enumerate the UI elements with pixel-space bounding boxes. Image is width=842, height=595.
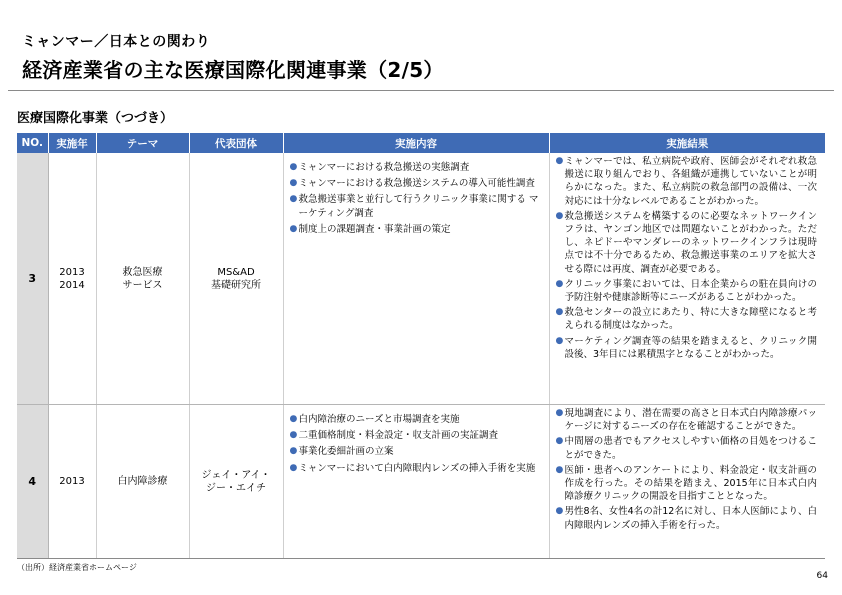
list-item	[290, 445, 546, 458]
list-item-text: 事業化委細計画の立案	[298, 446, 394, 458]
list-item	[290, 429, 546, 442]
bullet-icon: ●	[289, 162, 298, 172]
year-line: 2014	[59, 279, 85, 291]
list-item	[290, 462, 546, 475]
list-item	[556, 464, 818, 504]
list-item-text: 男性8名、女性4名の計12名に対し、日本人医師により、白内障眼内レンズの挿入手術を行った。	[564, 506, 817, 531]
theme-cell	[96, 405, 189, 559]
list-item	[556, 435, 818, 461]
projects-table	[17, 133, 825, 559]
list-item	[290, 413, 546, 426]
header-results: 実施結果	[549, 133, 825, 153]
list-item	[556, 306, 818, 332]
row-number: 3	[17, 153, 48, 405]
bullet-icon: ●	[555, 307, 564, 318]
list-item	[290, 177, 546, 190]
table-row	[17, 405, 825, 559]
results-cell	[549, 405, 825, 559]
list-item	[556, 335, 818, 361]
header-content: 実施内容	[283, 133, 549, 153]
list-item-text: ミャンマーにおける救急搬送システムの導入可能性調査	[298, 178, 535, 190]
bullet-icon: ●	[289, 462, 298, 473]
table-row	[17, 153, 825, 405]
section-heading: 医療国際化事業（つづき）	[17, 111, 174, 126]
list-item	[556, 155, 818, 208]
list-item-text: マーケティング調査等の結果を踏まえると、クリニック開設後、3年目には累積黒字となることがわかった。	[564, 335, 817, 360]
header-organization: 代表団体	[189, 133, 283, 153]
theme-line: サービス	[122, 279, 163, 291]
list-item-text: 救急搬送システムを構築するのに必要なネットワークインフラは、ヤンゴン地区では問題ないことがわかった。ただし、ネピドーやマンダレーのネットワークインフラは現時点では不十分であるため、救急搬送事業のエリアを拡大させる際には再度、調査が必要である。	[564, 210, 817, 275]
year-cell	[48, 405, 96, 559]
year-line: 2013	[59, 476, 85, 487]
content-cell	[283, 153, 549, 405]
bullet-icon: ●	[555, 506, 564, 517]
list-item	[556, 278, 818, 304]
source-note: （出所）経済産業省ホームページ	[17, 563, 137, 572]
list-item-text: 医師・患者へのアンケートにより、料金設定・収支計画の作成を行った。その結果を踏まえ、2015年に日本式白内障診療クリニックの開設を目指すこととなった。	[564, 464, 817, 503]
organization-line: ジェイ・アイ・	[201, 469, 271, 481]
list-item	[556, 505, 818, 531]
list-item-text: クリニック事業においては、日本企業からの駐在員向けの予防注射や健康診断等にニーズがあることがわかった。	[564, 278, 817, 304]
bullet-icon: ●	[555, 408, 564, 418]
organization-line: MS&AD	[217, 266, 255, 278]
table-header-row	[17, 133, 825, 153]
organization-cell	[189, 405, 283, 559]
row-number: 4	[17, 405, 48, 559]
list-item	[556, 407, 818, 433]
results-list	[556, 155, 818, 361]
list-item-text: ミャンマーにおいて白内障眼内レンズの挿入手術を実施	[298, 462, 536, 474]
bullet-icon: ●	[555, 335, 564, 346]
theme-cell	[96, 153, 189, 405]
list-item	[556, 210, 818, 276]
list-item-text: 白内障治療のニーズと市場調査を実施	[298, 414, 460, 425]
bullet-icon: ●	[555, 156, 564, 166]
bullet-icon: ●	[289, 430, 298, 441]
header-theme: テーマ	[96, 133, 189, 153]
year-cell	[48, 153, 96, 405]
year-line: 2013	[59, 266, 85, 278]
title-divider	[8, 90, 834, 91]
list-item-text: 中間層の患者でもアクセスしやすい価格の目処をつけることができた。	[564, 436, 817, 461]
list-item	[290, 223, 546, 236]
breadcrumb: ミャンマー／日本との関わり	[22, 34, 211, 50]
bullet-icon: ●	[289, 194, 298, 205]
results-list	[556, 407, 818, 532]
organization-line: 基礎研究所	[211, 279, 261, 291]
header-year: 実施年	[48, 133, 96, 153]
bullet-icon: ●	[289, 223, 298, 234]
bullet-icon: ●	[555, 436, 564, 447]
list-item	[290, 161, 546, 174]
organization-cell	[189, 153, 283, 405]
list-item-text: ミャンマーにおける救急搬送の実態調査	[298, 162, 470, 173]
list-item-text: 救急センターの設立にあたり、特に大きな障壁になると考えられる制度はなかった。	[564, 307, 817, 332]
list-item-text: 二重価格制度・料金設定・収支計画の実証調査	[298, 430, 499, 442]
bullet-icon: ●	[555, 210, 564, 221]
results-cell	[549, 153, 825, 405]
bullet-icon: ●	[555, 278, 564, 289]
organization-line: ジー・エイチ	[206, 482, 266, 494]
bullet-icon: ●	[289, 446, 298, 457]
list-item-text: ミャンマーでは、私立病院や政府、医師会がそれぞれ救急搬送に取り組んでおり、各組織が連携していないことが明らかになった。また、私立病院の救急部門の設備は、一次対応には十分なレベルであることがわかった。	[564, 156, 817, 207]
header-no: NO.	[17, 133, 48, 153]
page-number: 64	[816, 571, 828, 581]
content-list	[290, 413, 546, 475]
bullet-icon: ●	[289, 178, 298, 189]
list-item-text: 救急搬送事業と並行して行うクリニック事業に関する マーケティング調査	[298, 194, 539, 219]
page-title: 経済産業省の主な医療国際化関連事業（2/5）	[22, 58, 444, 82]
content-cell	[283, 405, 549, 559]
list-item-text: 現地調査により、潜在需要の高さと日本式白内障診療パッケージに対するニーズの存在を確認することができた。	[564, 408, 817, 433]
theme-line: 白内障診療	[117, 476, 168, 487]
content-list	[290, 161, 546, 236]
list-item	[290, 193, 546, 219]
bullet-icon: ●	[289, 414, 298, 424]
list-item-text: 制度上の課題調査・事業計画の策定	[298, 223, 451, 235]
bullet-icon: ●	[555, 464, 564, 475]
theme-line: 救急医療	[122, 266, 163, 278]
